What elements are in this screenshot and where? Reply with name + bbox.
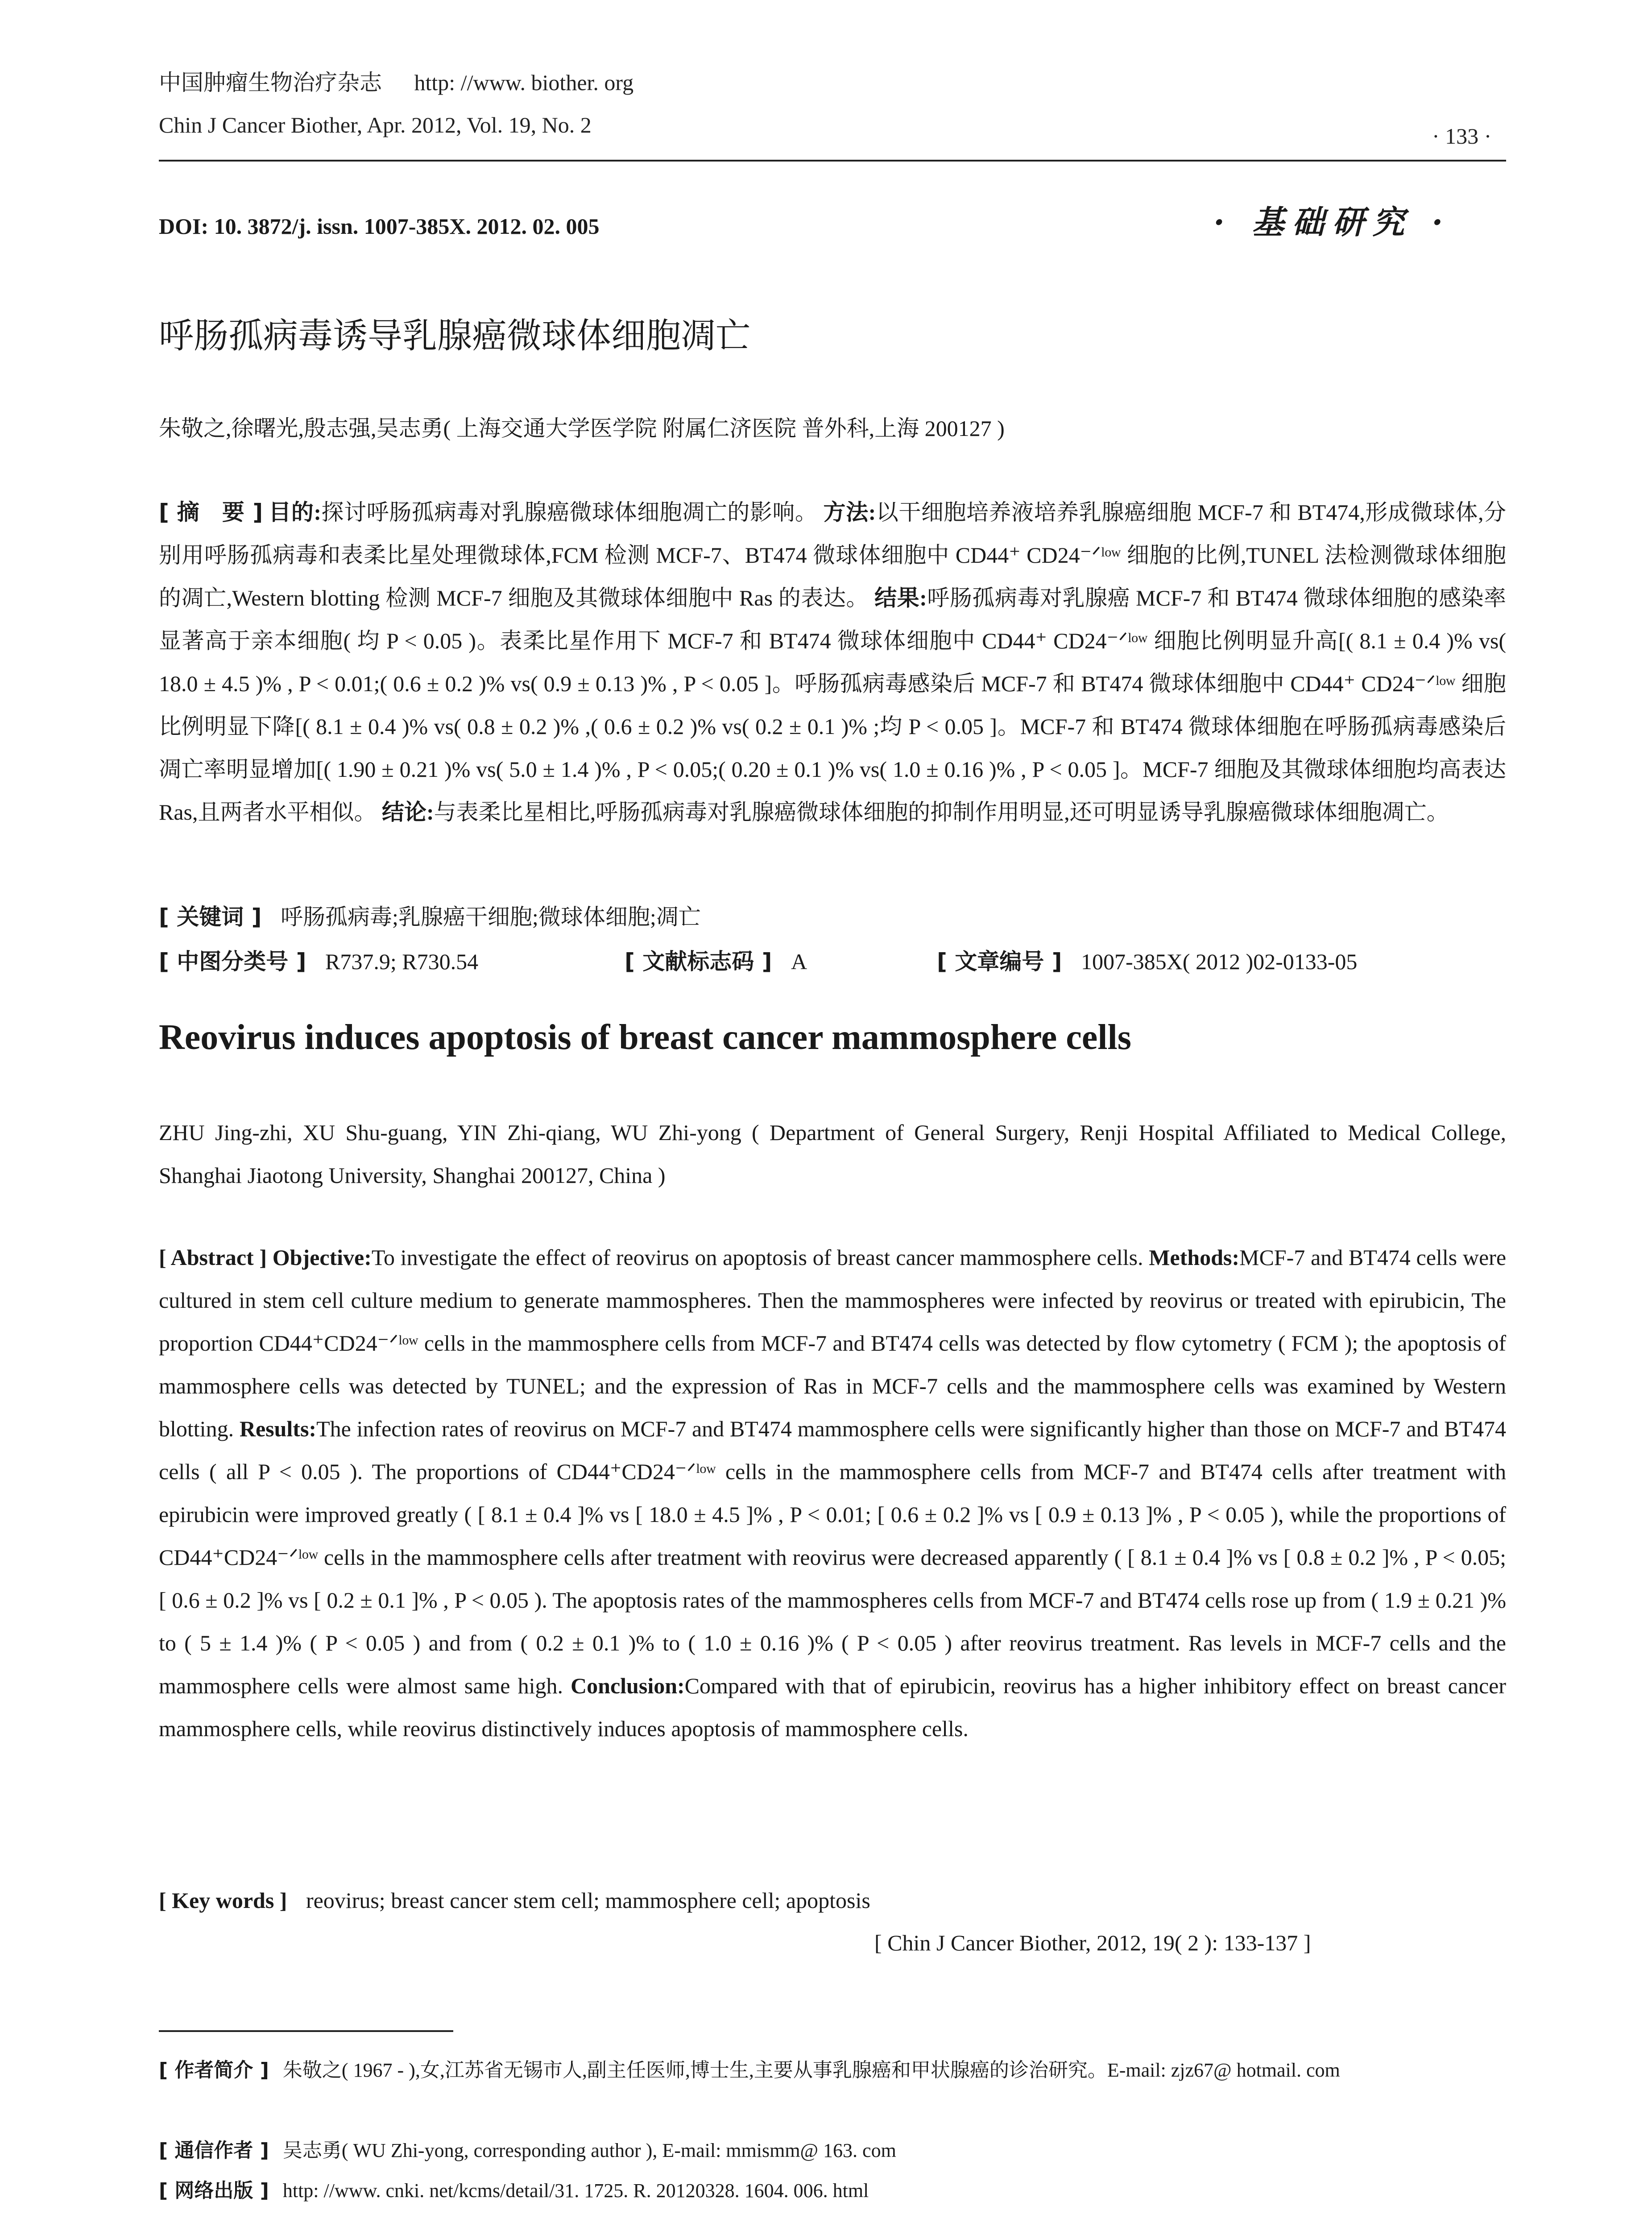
conclusion-en: Compared with that of epirubicin, reovirus has a higher inhibitory effect on breast cancer mammosphere cells, while reovirus distinctively induces apoptosis of mammosphere cells. — [159, 1673, 1506, 1741]
footnote-corr-text: 吴志勇( WU Zhi-yong, corresponding author ), E-mail: mmismm@ 163. com — [282, 2140, 896, 2161]
clc-label: [ 中图分类号 ] — [159, 949, 306, 975]
authors-en: ZHU Jing-zhi, XU Shu-guang, YIN Zhi-qiang, WU Zhi-yong ( Department of General Surgery, Renji Hospital Affiliated to Medical College, Shanghai Jiaotong University, Shanghai 200127, China ) — [159, 1120, 1506, 1188]
article-number-block — [937, 944, 1357, 976]
objective-en: To investigate the effect of reovirus on apoptosis of breast cancer mammosphere cells. — [371, 1245, 1143, 1270]
keywords-en — [159, 1887, 870, 1913]
citation: [ Chin J Cancer Biother, 2012, 19( 2 ): 133-137 ] — [874, 1930, 1311, 1955]
footnote-rule — [159, 2030, 453, 2032]
keywords-cn-text: 呼肠孤病毒;乳腺癌干细胞;微球体细胞;凋亡 — [281, 904, 701, 929]
header-rule — [159, 160, 1506, 162]
footnote-online-url[interactable]: http: //www. cnki. net/kcms/detail/31. 1725. R. 20120328. 1604. 006. html — [282, 2180, 869, 2202]
abstract-en — [159, 1236, 1506, 1750]
footnote-author — [159, 2053, 1506, 2088]
journal-cn: 中国肿瘤生物治疗杂志 — [159, 70, 382, 95]
footnote-corr-label: [ 通信作者 ] — [159, 2139, 269, 2162]
title-cn: 呼肠孤病毒诱导乳腺癌微球体细胞凋亡 — [159, 316, 751, 356]
methods-label-cn: 方法: — [823, 500, 876, 525]
results-label-cn: 结果: — [874, 585, 927, 610]
title-en: Reovirus induces apoptosis of breast cancer mammosphere cells — [159, 1018, 1131, 1057]
section-label: · 基础研究 · — [1213, 203, 1451, 241]
abstract-cn-label: [ 摘 要 ] — [159, 499, 263, 525]
conclusion-label-en: Conclusion: — [571, 1673, 685, 1698]
clc-value: R737.9; R730.54 — [325, 949, 479, 974]
journal-name-en: Chin J Cancer Biother, Apr. 2012, Vol. 19, No. 2 — [159, 112, 592, 137]
article-number-label: [ 文章编号 ] — [937, 949, 1062, 975]
abstract-cn — [159, 491, 1506, 834]
results-label-en: Results: — [239, 1416, 317, 1441]
footnote-online — [159, 2173, 1506, 2209]
footnote-author-label: [ 作者简介 ] — [159, 2059, 269, 2082]
results-cn: 呼肠孤病毒对乳腺癌 MCF-7 和 BT474 微球体细胞的感染率显著高于亲本细胞( 均 P < 0.05 )。表柔比星作用下 MCF-7 和 BT474 微球体细胞中 CD44⁺ CD24⁻ᐟˡᵒʷ 细胞比例明显升高[( 8.1 ± 0.4 )% vs( 18.0 ± 4.5 )% , P < 0.01;( 0.6 ± 0.2 )% vs( 0.9 ± 0.13 )% , P < 0.05 ]。呼肠孤病毒感染后 MCF-7 和 BT474 微球体细胞中 CD44⁺ CD24⁻ᐟˡᵒʷ 细胞比例明显下降[( 8.1 ± 0.4 )% vs( 0.8 ± 0.2 )% ,( 0.6 ± 0.2 )% vs( 0.2 ± 0.1 )% ;均 P < 0.05 ]。MCF-7 和 BT474 微球体细胞在呼肠孤病毒感染后凋亡率明显增加[( 1.90 ± 0.21 )% vs( 5.0 ± 1.4 )% , P < 0.05;( 0.20 ± 0.1 )% vs( 1.0 ± 0.16 )% , P < 0.05 ]。MCF-7 细胞及其微球体细胞均高表达 Ras,且两者水平相似。 — [159, 585, 1507, 825]
results-en: The infection rates of reovirus on MCF-7 and BT474 mammosphere cells were significantly higher than those on MCF-7 and BT474 cells ( all P < 0.05 ). The proportions of CD44⁺CD24⁻ᐟˡᵒʷ cells in the mammosphere cells from MCF-7 and BT474 cells after treatment with epirubicin were improved greatly ( [ 8.1 ± 0.4 ]% vs [ 18.0 ± 4.5 ]% , P < 0.01; [ 0.6 ± 0.2 ]% vs [ 0.9 ± 0.13 ]% , P < 0.05 ), while the proportions of CD44⁺CD24⁻ᐟˡᵒʷ cells in the mammosphere cells after treatment with reovirus were decreased apparently ( [ 8.1 ± 0.4 ]% vs [ 0.8 ± 0.2 ]% , P < 0.05; [ 0.6 ± 0.2 ]% vs [ 0.2 ± 0.1 ]% , P < 0.05 ). The apoptosis rates of the mammospheres cells from MCF-7 and BT474 cells rose up from ( 1.9 ± 0.21 )% to ( 5 ± 1.4 )% ( P < 0.05 ) and from ( 0.2 ± 0.1 )% to ( 1.0 ± 0.16 )% ( P < 0.05 ) after reovirus treatment. Ras levels in MCF-7 cells and the mammosphere cells were almost same high. — [159, 1416, 1506, 1698]
footnote-online-label: [ 网络出版 ] — [159, 2179, 269, 2202]
doc-code-value: A — [791, 949, 807, 974]
doi: DOI: 10. 3872/j. issn. 1007-385X. 2012. 02. 005 — [159, 214, 600, 239]
methods-en: MCF-7 and BT474 cells were cultured in stem cell culture medium to generate mammospheres. Then the mammospheres were infected by reovirus or treated with epirubicin, The proportion CD44⁺CD24⁻ᐟˡᵒʷ cells in the mammosphere cells from MCF-7 and BT474 cells was detected by flow cytometry ( FCM ); the apoptosis of mammosphere cells was detected by TUNEL; and the expression of Ras in MCF-7 cells and the mammosphere cells was examined by Western blotting. — [159, 1245, 1507, 1441]
keywords-cn-label: [ 关键词 ] — [159, 904, 262, 930]
objective-label-en: Objective: — [272, 1245, 372, 1270]
objective-label-cn: 目的: — [269, 500, 322, 525]
methods-cn: 以干细胞培养液培养乳腺癌细胞 MCF-7 和 BT474,形成微球体,分别用呼肠孤病毒和表柔比星处理微球体,FCM 检测 MCF-7、BT474 微球体细胞中 CD44⁺ CD24⁻ᐟˡᵒʷ 细胞的比例,TUNEL 法检测微球体细胞的凋亡,Western blotting 检测 MCF-7 细胞及其微球体细胞中 Ras 的表达。 — [159, 500, 1507, 610]
objective-cn: 探讨呼肠孤病毒对乳腺癌微球体细胞凋亡的影响。 — [321, 500, 818, 525]
conclusion-label-cn: 结论: — [382, 800, 434, 825]
keywords-cn — [159, 899, 701, 931]
journal-url[interactable]: http: //www. biother. org — [414, 70, 634, 95]
methods-label-en: Methods: — [1149, 1245, 1239, 1270]
footnote-corresponding — [159, 2133, 1506, 2169]
doc-code-block — [625, 944, 807, 976]
footnote-author-text: 朱敬之( 1967 - ),女,江苏省无锡市人,副主任医师,博士生,主要从事乳腺癌和甲状腺癌的诊治研究。E-mail: zjz67@ hotmail. com — [282, 2059, 1340, 2081]
article-number-value: 1007-385X( 2012 )02-0133-05 — [1081, 949, 1358, 974]
keywords-en-label: [ Key words ] — [159, 1888, 287, 1913]
doc-code-label: [ 文献标志码 ] — [625, 949, 772, 975]
clc-block — [159, 944, 478, 976]
authors-cn: 朱敬之,徐曙光,殷志强,吴志勇( 上海交通大学医学院 附属仁济医院 普外科,上海 200127 ) — [159, 416, 1005, 441]
page-number: · 133 · — [1432, 124, 1492, 149]
journal-name-cn — [159, 71, 633, 94]
conclusion-cn: 与表柔比星相比,呼肠孤病毒对乳腺癌微球体细胞的抑制作用明显,还可明显诱导乳腺癌微球体细胞凋亡。 — [434, 800, 1449, 825]
abstract-en-label: [ Abstract ] — [159, 1245, 267, 1270]
keywords-en-text: reovirus; breast cancer stem cell; mammosphere cell; apoptosis — [306, 1888, 870, 1913]
